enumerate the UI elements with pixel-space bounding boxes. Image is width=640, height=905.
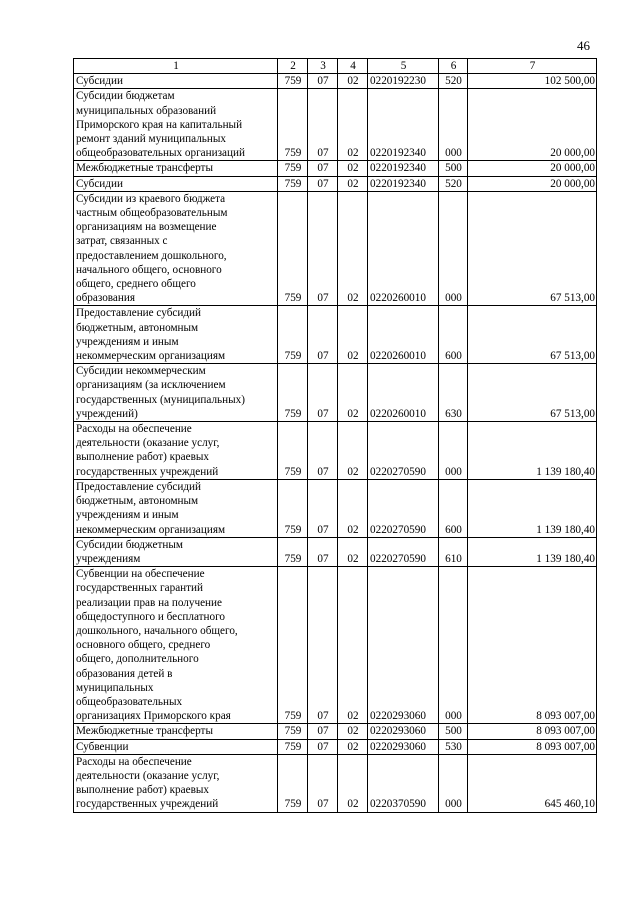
cell-expense-type: 000 (439, 191, 468, 306)
cell-subsection: 02 (338, 724, 368, 739)
cell-expense-type: 500 (439, 161, 468, 176)
cell-ministry: 759 (278, 567, 308, 724)
cell-section: 07 (308, 364, 338, 422)
column-header: 5 (368, 59, 439, 74)
cell-ministry: 759 (278, 161, 308, 176)
cell-expense-type: 520 (439, 176, 468, 191)
cell-section: 07 (308, 306, 338, 364)
cell-amount: 20 000,00 (468, 89, 597, 161)
table-row (74, 754, 597, 812)
table-row (74, 739, 597, 754)
cell-target-item: 0220260010 (368, 364, 439, 422)
cell-amount: 20 000,00 (468, 161, 597, 176)
column-header: 3 (308, 59, 338, 74)
cell-subsection: 02 (338, 537, 368, 566)
row-name: Предоставление субсидий бюджетным, автономным учреждениям и иным некоммерческим организациям (74, 479, 278, 537)
table-row (74, 74, 597, 89)
cell-subsection: 02 (338, 422, 368, 480)
cell-expense-type: 000 (439, 422, 468, 480)
page-number: 46 (577, 38, 590, 53)
cell-target-item: 0220293060 (368, 724, 439, 739)
column-header: 1 (74, 59, 278, 74)
cell-ministry: 759 (278, 176, 308, 191)
column-header: 2 (278, 59, 308, 74)
cell-target-item: 0220192340 (368, 161, 439, 176)
row-name: Субсидии из краевого бюджета частным общеобразовательным организациям на возмещение затрат, связанных с предоставлением дошкольного, начального общего, основного общего, среднего общего образования (74, 191, 278, 306)
cell-ministry: 759 (278, 422, 308, 480)
cell-expense-type: 000 (439, 89, 468, 161)
cell-expense-type: 500 (439, 724, 468, 739)
cell-section: 07 (308, 567, 338, 724)
cell-section: 07 (308, 161, 338, 176)
table-header-row (74, 59, 597, 74)
cell-subsection: 02 (338, 191, 368, 306)
cell-section: 07 (308, 74, 338, 89)
cell-target-item: 0220270590 (368, 537, 439, 566)
cell-section: 07 (308, 479, 338, 537)
cell-ministry: 759 (278, 74, 308, 89)
cell-expense-type: 000 (439, 754, 468, 812)
cell-ministry: 759 (278, 479, 308, 537)
cell-amount: 8 093 007,00 (468, 724, 597, 739)
cell-section: 07 (308, 89, 338, 161)
row-name: Расходы на обеспечение деятельности (оказание услуг, выполнение работ) краевых государственных учреждений (74, 754, 278, 812)
cell-subsection: 02 (338, 479, 368, 537)
cell-ministry: 759 (278, 191, 308, 306)
cell-amount: 67 513,00 (468, 191, 597, 306)
table-row (74, 191, 597, 306)
row-name: Расходы на обеспечение деятельности (оказание услуг, выполнение работ) краевых государственных учреждений (74, 422, 278, 480)
cell-section: 07 (308, 191, 338, 306)
table-row (74, 176, 597, 191)
cell-ministry: 759 (278, 364, 308, 422)
row-name: Межбюджетные трансферты (74, 724, 278, 739)
cell-amount: 8 093 007,00 (468, 739, 597, 754)
column-header: 7 (468, 59, 597, 74)
row-name: Субсидии бюджетам муниципальных образований Приморского края на капитальный ремонт зданий муниципальных общеобразовательных организаций (74, 89, 278, 161)
cell-expense-type: 630 (439, 364, 468, 422)
table-row (74, 161, 597, 176)
cell-ministry: 759 (278, 754, 308, 812)
cell-ministry: 759 (278, 537, 308, 566)
row-name: Субсидии некоммерческим организациям (за исключением государственных (муниципальных) учреждений) (74, 364, 278, 422)
row-name: Предоставление субсидий бюджетным, автономным учреждениям и иным некоммерческим организациям (74, 306, 278, 364)
cell-target-item: 0220270590 (368, 422, 439, 480)
cell-expense-type: 600 (439, 306, 468, 364)
column-header: 6 (439, 59, 468, 74)
cell-amount: 20 000,00 (468, 176, 597, 191)
cell-subsection: 02 (338, 89, 368, 161)
cell-subsection: 02 (338, 306, 368, 364)
cell-ministry: 759 (278, 739, 308, 754)
cell-expense-type: 520 (439, 74, 468, 89)
cell-amount: 1 139 180,40 (468, 479, 597, 537)
cell-amount: 1 139 180,40 (468, 537, 597, 566)
cell-target-item: 0220192230 (368, 74, 439, 89)
cell-subsection: 02 (338, 364, 368, 422)
row-name: Субсидии (74, 74, 278, 89)
cell-section: 07 (308, 176, 338, 191)
cell-section: 07 (308, 754, 338, 812)
table-row (74, 724, 597, 739)
row-name: Субвенции (74, 739, 278, 754)
cell-target-item: 0220260010 (368, 306, 439, 364)
cell-target-item: 0220370590 (368, 754, 439, 812)
cell-amount: 67 513,00 (468, 364, 597, 422)
cell-amount: 8 093 007,00 (468, 567, 597, 724)
table-row (74, 306, 597, 364)
column-header: 4 (338, 59, 368, 74)
cell-section: 07 (308, 739, 338, 754)
cell-expense-type: 530 (439, 739, 468, 754)
cell-ministry: 759 (278, 306, 308, 364)
cell-subsection: 02 (338, 176, 368, 191)
table-row (74, 422, 597, 480)
table-row (74, 537, 597, 566)
cell-ministry: 759 (278, 724, 308, 739)
cell-subsection: 02 (338, 74, 368, 89)
cell-amount: 102 500,00 (468, 74, 597, 89)
row-name: Субсидии (74, 176, 278, 191)
cell-amount: 67 513,00 (468, 306, 597, 364)
cell-target-item: 0220192340 (368, 89, 439, 161)
cell-target-item: 0220192340 (368, 176, 439, 191)
row-name: Субсидии бюджетным учреждениям (74, 537, 278, 566)
cell-amount: 1 139 180,40 (468, 422, 597, 480)
cell-amount: 645 460,10 (468, 754, 597, 812)
table-row (74, 567, 597, 724)
cell-section: 07 (308, 537, 338, 566)
row-name: Межбюджетные трансферты (74, 161, 278, 176)
table-row (74, 479, 597, 537)
cell-expense-type: 610 (439, 537, 468, 566)
row-name: Субвенции на обеспечение государственных гарантий реализации прав на получение общедоступного и бесплатного дошкольного, начального общего, основного общего, среднего общего, дополнительного образования детей в муниципальных общеобразовательных организациях Приморского края (74, 567, 278, 724)
table-row (74, 89, 597, 161)
cell-expense-type: 600 (439, 479, 468, 537)
cell-target-item: 0220260010 (368, 191, 439, 306)
cell-expense-type: 000 (439, 567, 468, 724)
cell-ministry: 759 (278, 89, 308, 161)
cell-target-item: 0220293060 (368, 567, 439, 724)
table-row (74, 364, 597, 422)
cell-section: 07 (308, 422, 338, 480)
cell-subsection: 02 (338, 567, 368, 724)
cell-section: 07 (308, 724, 338, 739)
cell-target-item: 0220270590 (368, 479, 439, 537)
cell-subsection: 02 (338, 754, 368, 812)
cell-target-item: 0220293060 (368, 739, 439, 754)
cell-subsection: 02 (338, 161, 368, 176)
cell-subsection: 02 (338, 739, 368, 754)
budget-table (73, 58, 597, 813)
